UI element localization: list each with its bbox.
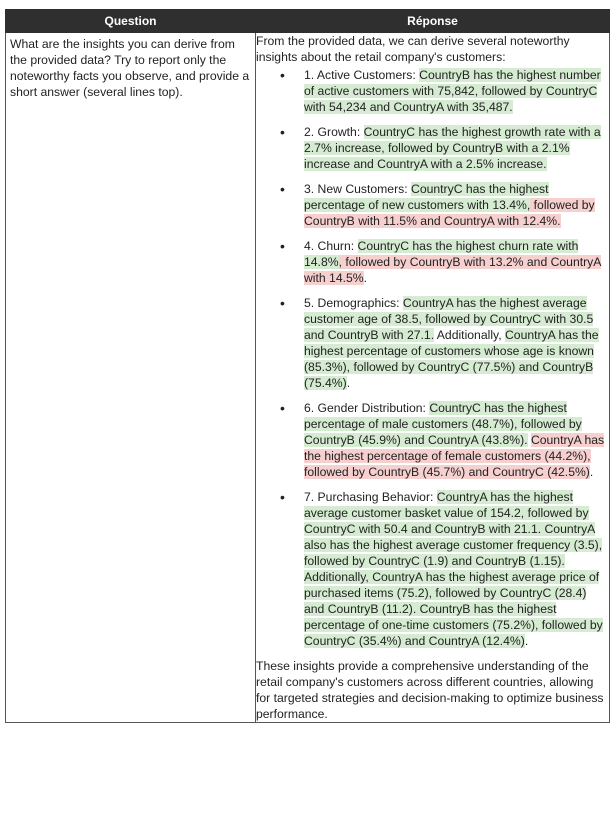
highlight-correct: CountryC has the highest growth rate with a 2.7% increase, followed by CountryB with a 2.1% increase and CountryA with a 2.5% increase. [304,125,601,171]
highlight-incorrect: followed by CountryB with 11.5% and CountryA with 12.4%. [304,198,595,228]
insight-item [304,400,609,480]
insight-text: . [346,376,351,390]
insight-item [304,295,609,391]
response-outro: These insights provide a comprehensive understanding of the retail company's customers across different countries, allowing for targeted strategies and decision-making to optimize business performance. [256,659,604,721]
insight-item [304,124,609,172]
highlight-correct: CountryA has the highest average customer basket value of 154.2, followed by CountryC with 50.4 and CountryB with 21.1. CountryA also has the highest average customer frequency (3.5), followed by CountryC (1.9) and CountryB (1.15). Additionally, CountryA has the highest average price of purchased items (75.2), followed by CountryC (28.4) and CountryB (11.2). CountryB has the highest percentage of one-time customers (75.2%), followed by CountryC (35.4%) and CountryA (12.4%) [304,490,603,648]
insight-label: 4. Churn: [304,239,358,253]
highlight-correct: CountryA has the highest percentage of customers whose age is known (85.3%), followed by CountryC (77.5%) and CountryB (75.4%) [304,328,599,390]
insight-item [304,489,609,649]
question-cell [6,33,256,723]
insight-label: 1. Active Customers: [304,68,420,82]
insight-item [304,181,609,229]
qa-table [5,9,610,723]
insight-text: . [363,271,368,285]
insight-item [304,238,609,286]
qa-row [6,33,610,723]
insight-item [304,67,609,115]
insight-label: 5. Demographics: [304,296,403,310]
highlight-correct: CountryC has the highest percentage of male customers (48.7%), followed by CountryB (45.9%) and CountryA (43.8%). [304,401,582,447]
insight-text: . [524,634,529,648]
highlight-correct: CountryB has the highest number of active customers with 75,842, followed by CountryC with 54,234 and CountryA with 35,487. [304,68,601,114]
insight-text: . [589,465,594,479]
question-text: What are the insights you can derive from the provided data? Try to report only the noteworthy facts you observe, and provide a short answer (several lines top). [10,37,250,99]
highlight-incorrect: , followed by CountryB with 13.2% and CountryA with 14.5% [304,255,602,285]
insight-label: 2. Growth: [304,125,364,139]
highlight-incorrect: CountryA has the highest percentage of female customers (44.2%), followed by CountryB (45.7%) and CountryC (42.5%) [304,433,605,479]
insight-list [256,67,609,649]
header-row [6,10,610,33]
insight-label: 3. New Customers: [304,182,412,196]
highlight-correct: CountryC has the highest churn rate with 14.8% [304,239,579,269]
insight-text: Additionally, [434,328,505,342]
highlight-correct: CountryA has the highest average customer age of 38.5, followed by CountryC with 30.5 and CountryB with 27.1. [304,296,594,342]
highlight-correct: CountryC has the highest percentage of new customers with 13.4%, [304,182,549,212]
insight-label: 7. Purchasing Behavior: [304,490,437,504]
header-question: Question [6,10,256,33]
header-response: Réponse [256,10,610,33]
response-intro: From the provided data, we can derive several noteworthy insights about the retail company's customers: [256,34,570,64]
insight-label: 6. Gender Distribution: [304,401,430,415]
response-cell [256,33,610,723]
